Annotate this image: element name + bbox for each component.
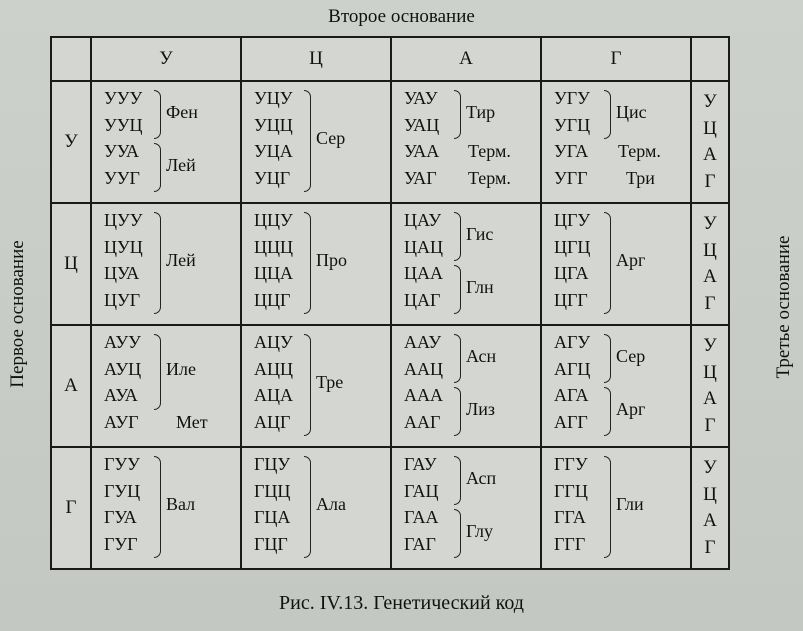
corner-cell [51, 37, 91, 81]
codon: ЦГА [554, 263, 589, 283]
table-row [51, 325, 729, 447]
brace [304, 212, 311, 314]
amino-acid-label: Тре [316, 372, 344, 392]
brace [604, 334, 611, 383]
codon: АЦГ [254, 411, 291, 432]
codon: ГЦГ [254, 533, 288, 554]
codon: ЦГЦ [554, 236, 591, 257]
amino-acid-label: Фен [166, 101, 198, 122]
codon: ЦУЦ [104, 236, 143, 257]
codon: ЦАУ [404, 210, 442, 230]
brace [154, 334, 161, 410]
codon: АГА [554, 385, 589, 405]
codon: ГАУ [404, 454, 437, 474]
codon: УУГ [104, 167, 140, 188]
codon: УУУ [104, 88, 143, 108]
codon: УЦА [254, 141, 293, 161]
codon-cell [541, 325, 691, 447]
codon: ЦЦУ [254, 210, 293, 230]
amino-acid-label: Глу [466, 520, 494, 541]
codon: ЦАЦ [404, 236, 443, 257]
figure-caption: Рис. IV.13. Генетический код [279, 592, 524, 614]
amino-acid-label: Про [316, 250, 347, 270]
column-header: У [91, 37, 241, 81]
amino-acid-label: Терм. [468, 141, 511, 162]
codon: УАУ [404, 88, 438, 108]
amino-acid-label: Терм. [618, 141, 661, 162]
third-base-letter: Ц [703, 361, 717, 383]
third-base-cell [691, 203, 729, 325]
amino-acid-label: Глн [466, 276, 494, 297]
second-base-title: Второе основание [328, 6, 475, 27]
codon: ГЦУ [254, 454, 291, 474]
third-base-letter: У [703, 213, 717, 234]
brace [454, 265, 461, 314]
brace [154, 90, 161, 139]
codon-cell [241, 81, 391, 203]
third-base-letter: Ц [703, 483, 717, 505]
codon: АЦЦ [254, 358, 293, 379]
codon: УУА [104, 141, 140, 161]
codon: УАЦ [404, 114, 440, 135]
codon-cell [541, 81, 691, 203]
codon: ЦАГ [404, 289, 441, 310]
table-body [51, 81, 729, 569]
codon: УУЦ [104, 114, 143, 135]
brace [304, 90, 311, 192]
codon: ЦАА [404, 263, 443, 283]
codon: ЦУУ [104, 210, 143, 230]
amino-acid-label: Мет [176, 411, 208, 432]
corner-cell [691, 37, 729, 81]
codon: АУЦ [104, 358, 142, 379]
third-base-cell [691, 447, 729, 569]
codon: АУГ [104, 411, 139, 432]
codon: ГАА [404, 507, 439, 527]
first-base-cell: А [51, 325, 91, 447]
third-base-letter: У [703, 457, 717, 478]
codon: ГАГ [404, 533, 436, 554]
codon-cell [241, 203, 391, 325]
codon-cell [391, 81, 541, 203]
amino-acid-label: Лей [166, 250, 196, 270]
amino-acid-label: Сер [616, 345, 646, 366]
codon-cell [541, 447, 691, 569]
codon: АГЦ [554, 358, 591, 379]
codon: АЦУ [254, 332, 293, 352]
codon: ААУ [404, 332, 442, 352]
amino-acid-label: Ала [316, 494, 346, 514]
brace [604, 387, 611, 436]
codon-cell [241, 325, 391, 447]
brace [454, 456, 461, 505]
codon: ГУГ [104, 533, 138, 554]
codon-cell [391, 325, 541, 447]
amino-acid-label: Цис [616, 101, 647, 122]
codon-cell [91, 447, 241, 569]
codon: ЦУГ [104, 289, 141, 310]
amino-acid-label: Сер [316, 128, 346, 148]
codon: УЦГ [254, 167, 291, 188]
amino-acid-label: Три [626, 167, 655, 188]
codon: УАА [404, 141, 440, 161]
brace [154, 143, 161, 192]
codon: ГЦЦ [254, 480, 291, 501]
brace [154, 456, 161, 558]
third-base-letter: У [703, 91, 717, 112]
codon: ЦЦЦ [254, 236, 293, 257]
column-header: Г [541, 37, 691, 81]
codon: ЦЦГ [254, 289, 291, 310]
codon: ААА [404, 385, 443, 405]
codon: ААГ [404, 411, 441, 432]
codon: АГГ [554, 411, 588, 432]
amino-acid-label: Терм. [468, 167, 511, 188]
column-header: А [391, 37, 541, 81]
codon-cell [91, 203, 241, 325]
first-base-cell: Ц [51, 203, 91, 325]
codon: УЦЦ [254, 114, 293, 135]
amino-acid-label: Лей [166, 154, 196, 175]
third-base-letter: Г [704, 292, 716, 314]
codon: УГЦ [554, 114, 591, 135]
amino-acid-label: Лиз [466, 398, 495, 419]
header-row [51, 37, 729, 81]
codon-cell [241, 447, 391, 569]
codon: ГГГ [554, 533, 586, 554]
codon: УГГ [554, 167, 588, 188]
codon: ГАЦ [404, 480, 439, 501]
third-base-letter: У [703, 335, 717, 356]
brace [454, 509, 461, 558]
brace [454, 387, 461, 436]
brace [454, 212, 461, 261]
codon-cell [91, 81, 241, 203]
amino-acid-label: Арг [616, 398, 646, 419]
codon: ААЦ [404, 358, 443, 379]
first-base-cell: У [51, 81, 91, 203]
codon: ГГЦ [554, 480, 588, 501]
codon: ГГА [554, 507, 586, 527]
brace [154, 212, 161, 314]
codon: УАГ [404, 167, 437, 188]
codon-cell [91, 325, 241, 447]
amino-acid-label: Арг [616, 250, 646, 270]
amino-acid-label: Вал [166, 494, 196, 514]
codon: УЦУ [254, 88, 293, 108]
codon: АГУ [554, 332, 591, 352]
brace [304, 456, 311, 558]
brace [604, 456, 611, 558]
genetic-code-table [50, 36, 730, 570]
brace [304, 334, 311, 436]
codon-cell [391, 203, 541, 325]
codon: ЦУА [104, 263, 140, 283]
codon-cell [391, 447, 541, 569]
codon: ГУЦ [104, 480, 141, 501]
codon: ЦЦА [254, 263, 293, 283]
third-base-letter: Г [704, 414, 716, 436]
amino-acid-label: Иле [166, 358, 196, 379]
codon: АЦА [254, 385, 293, 405]
codon: ЦГУ [554, 210, 591, 230]
codon: ГЦА [254, 507, 291, 527]
amino-acid-label: Асп [466, 467, 497, 488]
amino-acid-label: Гис [466, 223, 494, 244]
third-base-letter: А [703, 266, 717, 287]
brace [604, 212, 611, 314]
third-base-letter: Ц [703, 239, 717, 261]
brace [604, 90, 611, 139]
codon: АУУ [104, 332, 141, 352]
codon: УГУ [554, 88, 590, 108]
first-base-title: Первое основание [7, 240, 28, 388]
third-base-letter: А [703, 510, 717, 531]
table-row [51, 447, 729, 569]
codon: ЦГГ [554, 289, 588, 310]
table-row [51, 203, 729, 325]
codon: УГА [554, 141, 589, 161]
third-base-letter: А [703, 144, 717, 165]
third-base-letter: Г [704, 536, 716, 558]
codon: ГГУ [554, 454, 588, 474]
third-base-cell [691, 81, 729, 203]
codon: ГУУ [104, 454, 140, 474]
brace [454, 90, 461, 139]
third-base-letter: Ц [703, 117, 717, 139]
third-base-cell [691, 325, 729, 447]
codon: АУА [104, 385, 138, 405]
amino-acid-label: Тир [466, 101, 496, 122]
third-base-letter: Г [704, 170, 716, 192]
column-header: Ц [241, 37, 391, 81]
codon: ГУА [104, 507, 137, 527]
third-base-letter: А [703, 388, 717, 409]
third-base-title: Третье основание [773, 235, 794, 379]
table-row [51, 81, 729, 203]
first-base-cell: Г [51, 447, 91, 569]
amino-acid-label: Гли [616, 494, 644, 514]
amino-acid-label: Асн [466, 345, 497, 366]
brace [454, 334, 461, 383]
codon-cell [541, 203, 691, 325]
